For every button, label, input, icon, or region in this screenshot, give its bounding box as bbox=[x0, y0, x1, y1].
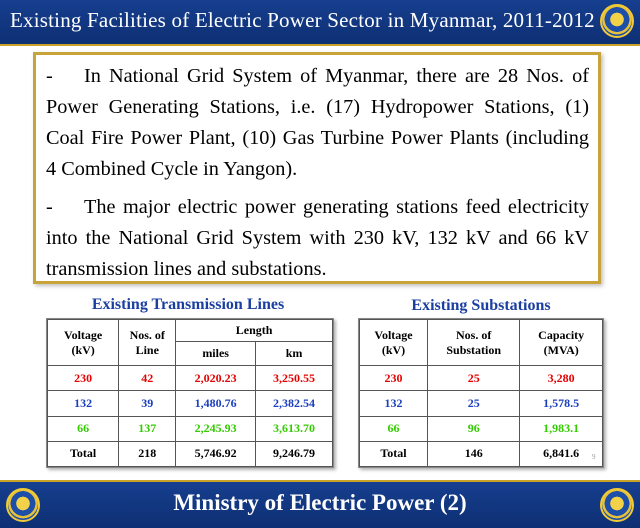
header-nos-of-line: Nos. of Line bbox=[119, 320, 176, 366]
cell-substation-count: 96 bbox=[428, 416, 520, 441]
paragraph-1 bbox=[46, 61, 589, 185]
paragraph-2-text: The major electric power generating stations feed electricity into the National Grid System with 230 kV, 132 kV and 66 kV transmission lines and substations. bbox=[46, 196, 589, 280]
cell-km: 9,246.79 bbox=[256, 441, 333, 466]
intro-text-box bbox=[33, 52, 601, 284]
page-number: 9 bbox=[592, 453, 596, 461]
slide-title: Existing Facilities of Electric Power Sector in Myanmar, 2011-2012 bbox=[10, 8, 595, 32]
transmission-lines-table bbox=[47, 319, 333, 467]
footer-title: Ministry of Electric Power (2) bbox=[173, 490, 467, 515]
cell-substation-count: 25 bbox=[428, 391, 520, 416]
table-row bbox=[360, 391, 603, 416]
bullet-dash: - bbox=[46, 196, 53, 218]
ministry-seal-icon bbox=[600, 4, 634, 38]
transmission-lines-caption: Existing Transmission Lines bbox=[91, 296, 285, 313]
table-row-total bbox=[48, 441, 333, 466]
table-row bbox=[48, 391, 333, 416]
header-voltage: Voltage (kV) bbox=[360, 320, 428, 366]
paragraph-2 bbox=[46, 192, 589, 285]
cell-km: 3,250.55 bbox=[256, 366, 333, 391]
transmission-lines-table-box bbox=[46, 318, 334, 468]
cell-line-count: 137 bbox=[119, 416, 176, 441]
cell-voltage: 132 bbox=[48, 391, 119, 416]
header-bar bbox=[0, 0, 640, 46]
cell-voltage: 66 bbox=[48, 416, 119, 441]
cell-miles: 1,480.76 bbox=[176, 391, 256, 416]
cell-miles: 5,746.92 bbox=[176, 441, 256, 466]
table-row bbox=[48, 366, 333, 391]
footer-bar bbox=[0, 480, 640, 528]
header-nos-of-substation: Nos. of Substation bbox=[428, 320, 520, 366]
cell-line-count: 218 bbox=[119, 441, 176, 466]
cell-km: 3,613.70 bbox=[256, 416, 333, 441]
header-miles: miles bbox=[176, 342, 256, 366]
header-length: Length bbox=[176, 320, 333, 342]
bullet-dash: - bbox=[46, 65, 53, 87]
header-capacity: Capacity (MVA) bbox=[520, 320, 603, 366]
cell-capacity: 6,841.6 bbox=[520, 441, 603, 466]
cell-voltage: Total bbox=[360, 441, 428, 466]
cell-capacity: 3,280 bbox=[520, 366, 603, 391]
table-row-total bbox=[360, 441, 603, 466]
cell-miles: 2,020.23 bbox=[176, 366, 256, 391]
cell-line-count: 42 bbox=[119, 366, 176, 391]
table-row bbox=[360, 366, 603, 391]
substations-table-box bbox=[358, 318, 604, 468]
cell-voltage: 132 bbox=[360, 391, 428, 416]
cell-capacity: 1,983.1 bbox=[520, 416, 603, 441]
header-voltage: Voltage (kV) bbox=[48, 320, 119, 366]
substations-caption: Existing Substations bbox=[411, 297, 551, 314]
table-row bbox=[48, 416, 333, 441]
table-row bbox=[360, 416, 603, 441]
ministry-seal-icon bbox=[600, 488, 634, 522]
cell-voltage: Total bbox=[48, 441, 119, 466]
cell-km: 2,382.54 bbox=[256, 391, 333, 416]
cell-voltage: 230 bbox=[360, 366, 428, 391]
substations-table bbox=[359, 319, 603, 467]
cell-voltage: 230 bbox=[48, 366, 119, 391]
cell-capacity: 1,578.5 bbox=[520, 391, 603, 416]
paragraph-1-text: In National Grid System of Myanmar, there are 28 Nos. of Power Generating Stations, i.e. (17) Hydropower Stations, (1) Coal Fire Power Plant, (10) Gas Turbine Power Plants (including 4 Combined Cycle in Yangon). bbox=[46, 65, 589, 180]
cell-substation-count: 25 bbox=[428, 366, 520, 391]
header-km: km bbox=[256, 342, 333, 366]
cell-substation-count: 146 bbox=[428, 441, 520, 466]
cell-line-count: 39 bbox=[119, 391, 176, 416]
cell-voltage: 66 bbox=[360, 416, 428, 441]
cell-miles: 2,245.93 bbox=[176, 416, 256, 441]
